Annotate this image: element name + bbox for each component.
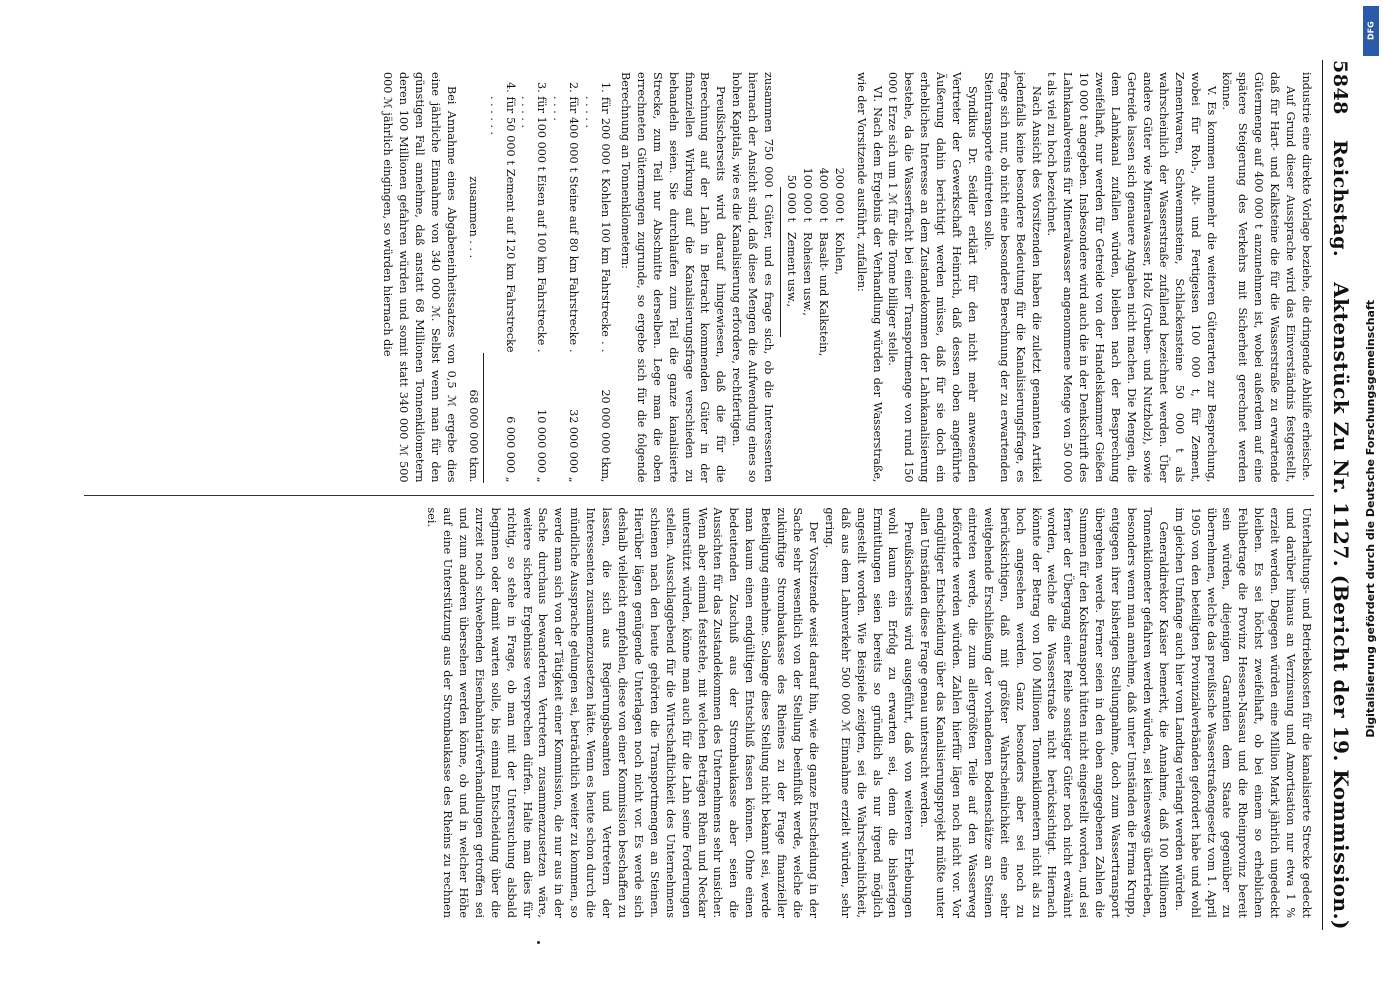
calc-total-row	[465, 82, 481, 483]
goods-item: Basalt- und Kalkstein,	[816, 232, 830, 357]
calc-value: 6 000 000 „	[503, 416, 517, 483]
calc-total-label: zusammen . . .	[466, 176, 480, 259]
goods-row	[799, 132, 815, 483]
paragraph: Auf Grund dieser Aussprache wird das Einverständnis festgestellt, daß für Hart- und Kalksteine die für die Wasserstraße zu erwartende Gütermenge auf 400 000 t anzunehmen ist, wobei außerdem auf eine spätere Steigerung des Verkehrs mit Sicherheit gerechnet werden könne.	[1220, 72, 1298, 483]
paragraph: Generaldirektor Kaiser bemerkt, die Annahme, daß 100 Millionen Tonnenkilometer gefahren werden würden, sei keineswegs übertrieben, besonders wenn man annehme, daß unter Umständen die Firma Krupp, entgegen ihrer bisherigen Stellungnahme, doch zum Wassertransport übergehen werde. Ferner seien in den oben angegebenen Zahlen die Summen für den Kokstransport hütten nicht eingestellt worden, und sei ferner der Übergang einer Reihe sonstiger Güter noch nicht erwähnt worden, welche die Wasserstraße nicht berücksichtigt. Hiernach könnte der Betrag von 100 Millionen Tonnenkilometern nicht als zu hoch angesehen werden. Ganz besonders aber sei noch zu berücksichtigen, daß mit größter Wahrscheinlichkeit eine sehr weitgehende Erschließung der vorhandenen Bodenschätze an Steinen eintreten werde, die zum allergrößten Teile auf den Wasserweg beförderte werden würden. Zahlen hierfür lägen noch nicht vor. Vor endgültiger Entscheidung über das Kanalisierungsprojekt müßte unter allen Umständen diese Frage genau untersucht werden.	[918, 507, 1170, 918]
goods-qty: 100 000 t	[800, 167, 814, 222]
page-number: 5848	[1329, 60, 1351, 115]
goods-row	[815, 132, 831, 483]
scan-speck	[537, 941, 540, 944]
page-title	[1329, 282, 1353, 930]
dfg-logo: DFG	[1363, 6, 1379, 56]
goods-row	[831, 132, 847, 483]
calc-value: 10 000 000 „	[535, 409, 549, 483]
paragraph: Preußischerseits wird darauf hingewiesen, daß die für die Berechnung auf der Lahn in Betracht kommenden Güter in der finanziellen Wirkung auf die Kanalisierungsfrage verschieden zu behandeln seien. Sie durchlaufen zum Teil die ganze kanalisierte Strecke, zum Teil nur Abschnitte derselben. Lege man die oben errechneten Gütermengen zugrunde, so ergebe sich für die folgende Berechnung an Tonnenkilometern:	[618, 72, 728, 483]
calc-row	[518, 82, 550, 483]
goods-row	[783, 132, 799, 483]
calc-label: 3. für 100 000 t Eisen auf 100 km Fahrstrecke . . . . . .	[519, 82, 549, 353]
column-right	[84, 496, 1314, 931]
goods-item: Roheisen usw.,	[800, 232, 814, 316]
column-left	[84, 60, 1314, 495]
paragraph: Unterhaltungs- und Betriebskosten für die kanalisierte Strecke gedeckt und darüber hinaus an Verzinsung und Amortisation nur etwa 1 % erzielt werden. Dagegen würden eine Million Mark jährlich ungedeckt bleiben. Es sei höchst zweifelhaft, ob bei einem so erheblichen Fehlbetrage die Provinz Hessen-Nassau und die Rheinprovinz bereit sein würden, diejenigen Garantien dem Staate gegenüber zu übernehmen, welche das preußische Wasserstraßengesetz vom 1. April 1905 von den beteiligten Provinzialverbänden gefordert habe und wohl im gleichen Umfange auch hier vom Landtag verlangt werden würden.	[1172, 507, 1313, 918]
paragraph: VI. Nach dem Ergebnis der Verhandlung würden der Wasserstraße, wie der Vorsitzende ausführt, zufallen:	[854, 72, 884, 483]
paragraph: Nach Ansicht des Vorsitzenden haben die zuletzt genannten Artikel jedenfalls keine besondere Bedeutung für die Kanalisierungsfrage, es frage sich nur, ob nicht eine besondere Berechnung der zu erwartenden Steintransporte eintreten solle.	[981, 72, 1043, 483]
paragraph: zusammen 750 000 t Güter, und es frage sich, ob die Interessenten hiernach der Ansicht sind, daß diese Mengen die Aufwendung eines so hohen Kapitals, wie es die Kanalisierung erfordere, rechtfertigen.	[730, 72, 776, 483]
document-subtitle: (Bericht der 19. Kommission.)	[1329, 574, 1353, 930]
digitization-credit: Digitalisierung gefördert durch die Deutsche Forschungsgemeinschaft	[1364, 300, 1377, 738]
calc-row	[549, 82, 581, 483]
goods-qty: 50 000 t	[785, 174, 798, 222]
paragraph: Bei Annahme eines Abgabeneinheitssatzes von 0,5 ℳ ergebe dies eine jährliche Einnahme von 340 000 ℳ. Selbst wenn man für den günstigen Fall annehme, daß anstatt 68 Millionen Tonnenkilometern deren 100 Millionen gefahren würden und somit statt 340 000 ℳ 500 000 ℳ jährlich eingingen, so würden hiernach die	[381, 72, 458, 483]
goods-list	[780, 132, 847, 483]
paragraph: V. Es kommen nunmehr die weiteren Güterarten zur Besprechung, wobei für Roh-, Alt- und Fertigeisen 100 000 t, für Zement, Zementwaren, Schwemmsteine, Schlackensteine 50 000 t als wahrscheinlich der Wasserstraße zufallend bezeichnet werden. Über andere Güter wie Mineralwasser, Holz (Gruben- und Nutzholz), sowie Getreide lassen sich genauere Angaben nicht machen. Die Mengen, die dem Lahnkanal zufallen würden, bleiben nach der Besprechung zweifelhaft, nur werden für Getreide von der Handelskammer Gießen 10 000 t angegeben. Insbesondere wird auch die in der Denkschrift des Lahnkanalvereins für Mineralwasser angenommene Menge von 50 000 t als viel zu hoch bezeichnet.	[1045, 72, 1218, 483]
goods-item: Zement usw.,	[785, 232, 798, 308]
calc-value: 32 000 000 „	[567, 409, 581, 483]
paragraph: Der Vorsitzende weist darauf hin, wie die ganze Entscheidung in der Sache sehr wesentlich von der Stellung beeinflußt werde, welche die zukünftige Strombaukasse des Rheines zu der Frage finanzieller Beteiligung einnehme. Solange diese Stellung nicht bekannt sei, werde man kaum einen endgültigen Entschluß fassen können. Ohne einen bedeutenden Zuschuß aus der Strombaukasse aber seien die Aussichten für das Zustandekommen des Unternehmens sehr unsicher. Wenn aber einmal feststehe, mit welchen Beträgen Rhein und Neckar unterstützt würden, könne man auch für die Lahn seine Forderungen stellen. Ausschlaggebend für die Wirtschaftlichkeit des Unternehmens schienen nach den heute gehörten die Transportmengen an Steinen. Hierüber lägen genügende Unterlagen noch nicht vor. Es werde sich deshalb vielleicht empfehlen, diese von einer Kommission beschaffen zu lassen, die sich aus Regierungsbeamten und Vertretern der Interessenten zusammenzusetzen hätte. Wenn es heute schon durch die mündliche Aussprache gelungen sei, beträchtlich weiter zu kommen, so werde man sich von der Tätigkeit einer Kommission, die nur aus in der Sache durchaus bewanderten Vertretern zusammenzusetzen wäre, weitere sichere Ergebnisse versprechen dürfen. Halte man dies für richtig, so stehe in Frage, ob man mit der Untersuchung alsbald beginnen oder damit warten solle, bis einmal Entscheidung über die zurzeit noch schwebenden Eisenbahntarifverhandlungen getroffen sei und zum anderen übersehen werden könne, ob und in welcher Höhe auf eine Unterstützung aus der Strombaukasse des Rheins zu rechnen sei.	[425, 507, 820, 918]
calc-value: 20 000 000 tkm,	[599, 389, 613, 483]
paragraph: Preußischerseits wird ausgeführt, daß von weiteren Erhebungen wohl kaum ein Erfolg zu erwarten sei, denn die bisherigen Ermittlungen seien bereits so gründlich als nur irgend möglich angestellt worden. Wie Beispiele zeigten, sei die Wahrscheinlichkeit, daß aus dem Lahnverkehr 500 000 ℳ Einnahme erzielt würden, sehr gering.	[822, 507, 916, 918]
document-title: Aktenstück Zu Nr. 1127.	[1329, 282, 1353, 568]
goods-qty: 200 000 t	[832, 167, 846, 222]
goods-item: Kohlen,	[832, 232, 846, 275]
calc-row	[486, 82, 518, 483]
paragraph: Syndikus Dr. Seidler erklärt für den nicht mehr anwesenden Vertreter der Gewerkschaft Heinrich, daß dessen oben angeführte Äußerung dahin berichtigt werden müsse, daß für sie doch ein erhebliches Interesse an dem Zustandekommen der Lahnkanalisierung bestehe, da die Wasserfracht bei einer Transportmenge von rund 150 000 t Erze sich um 1 ℳ für die Tonne billiger stelle.	[886, 72, 979, 483]
goods-qty: 400 000 t	[816, 167, 830, 222]
tonnage-calculation	[465, 82, 613, 483]
calc-label: 4. für 50 000 t Zement auf 120 km Fahrstrecke . . . . . .	[487, 82, 517, 353]
calc-row	[581, 82, 613, 483]
header-left-label: Reichstag.	[1329, 139, 1351, 258]
sum-rule	[780, 187, 781, 337]
calc-label: 1. für 200 000 t Kohlen 100 km Fahrstrecke . . . . . . .	[583, 82, 613, 353]
calc-label: 2. für 400 000 t Steine auf 80 km Fahrstrecke . . . . .	[551, 82, 581, 353]
paragraph: industrie eine direkte Vorlage beziehe, die dringende Abhilfe erheische.	[1300, 72, 1313, 481]
page-header	[1322, 60, 1353, 930]
calc-rule	[483, 353, 484, 483]
calc-total-value: 68 000 000 tkm.	[466, 389, 480, 483]
